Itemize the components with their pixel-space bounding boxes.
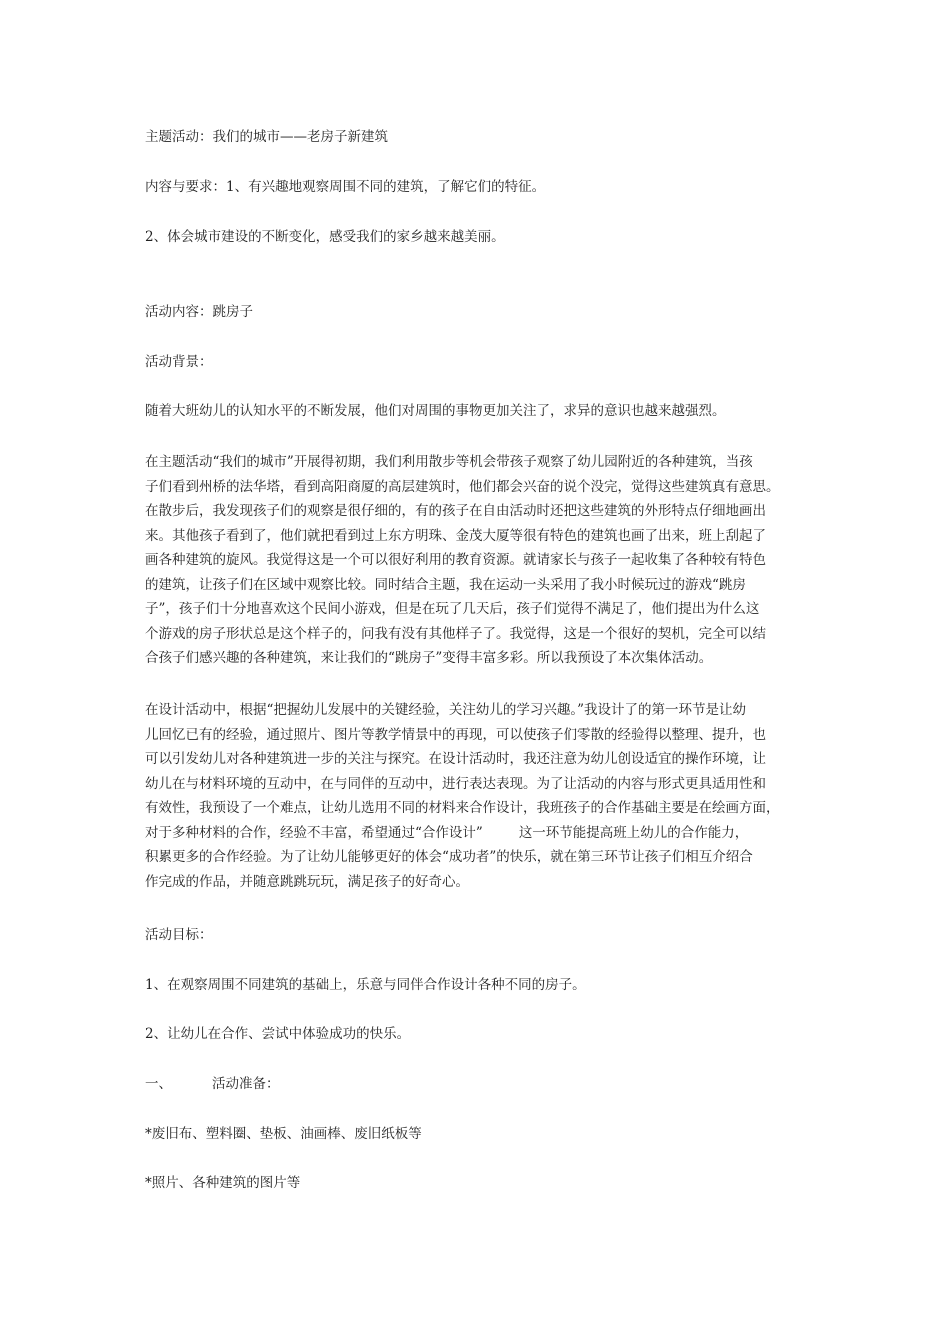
paragraph-line (145, 821, 815, 846)
paragraph-line: 个游戏的房子形状总是这个样子的，问我有没有其他样子了。我觉得，这是一个很好的契机，完全可以结 (145, 625, 766, 642)
paragraph-line: 可以引发幼儿对各种建筑进一步的关注与探究。在设计活动时，我还注意为幼儿创设适宜的操作环境，让 (145, 751, 766, 767)
document-title: 主题活动：我们的城市——老房子新建筑 (145, 129, 388, 145)
paragraph-line: 合孩子们感兴趣的各种建筑，来让我们的“跳房子”变得丰富多彩。所以我预设了本次集体活动。 (145, 650, 713, 666)
background-intro: 随着大班幼儿的认知水平的不断发展，他们对周围的事物更加关注了，求异的意识也越来越强烈。 (145, 403, 726, 419)
paragraph-line: 的建筑，让孩子们在区域中观察比较。同时结合主题，我在运动一头采用了我小时候玩过的游戏“跳房 (145, 576, 746, 593)
paragraph-line: 在散步后，我发现孩子们的观察是很仔细的，有的孩子在自由活动时还把这些建筑的外形特点仔细地画出 (145, 503, 766, 519)
paragraph-line: 画各种建筑的旋风。我觉得这是一个可以很好利用的教育资源。就请家长与孩子一起收集了各种较有特色 (145, 552, 766, 568)
paragraph-line: 作完成的作品，并随意跳跳玩玩，满足孩子的好奇心。 (145, 873, 469, 890)
paragraph-line: 积累更多的合作经验。为了让幼儿能够更好的体会“成功者”的快乐，就在第三环节让孩子们相互介绍合 (145, 849, 753, 865)
preparation-number: 一、 (145, 1076, 172, 1092)
goals-heading: 活动目标： (145, 927, 213, 943)
background-paragraph-1 (145, 450, 815, 671)
paragraph-line: 有效性，我预设了一个难点，让幼儿选用不同的材料来合作设计，我班孩子的合作基础主要是在绘画方面， (145, 800, 780, 816)
preparation-item-1: *废旧布、塑料圈、垫板、油画棒、废旧纸板等 (145, 1126, 422, 1142)
preparation-heading-text: 活动准备： (212, 1076, 280, 1092)
goal-1: 1、在观察周围不同建筑的基础上，乐意与同伴合作设计各种不同的房子。 (145, 977, 586, 993)
paragraph-line-part: 对于多种材料的合作，经验不丰富，希望通过“合作设计” (145, 824, 483, 841)
activity-content: 活动内容：跳房子 (145, 304, 253, 320)
paragraph-line: 来。其他孩子看到了，他们就把看到过上东方明珠、金茂大厦等很有特色的建筑也画了出来，班上刮起了 (145, 527, 766, 544)
paragraph-line: 在主题活动“我们的城市”开展得初期，我们利用散步等机会带孩子观察了幼儿园附近的各种建筑，当孩 (145, 454, 753, 470)
background-heading: 活动背景： (145, 354, 213, 370)
paragraph-line: 子”，孩子们十分地喜欢这个民间小游戏，但是在玩了几天后，孩子们觉得不满足了，他们提出为什么这 (145, 601, 760, 617)
goal-2: 2、让幼儿在合作、尝试中体验成功的快乐。 (145, 1026, 411, 1042)
paragraph-line: 幼儿在与材料环境的互动中，在与同伴的互动中，进行表达表现。为了让活动的内容与形式更具适用性和 (145, 775, 766, 792)
paragraph-line-part: 这一环节能提高班上幼儿的合作能力， (518, 824, 749, 841)
preparation-heading (145, 1074, 280, 1094)
requirements-line-2: 2、体会城市建设的不断变化，感受我们的家乡越来越美丽。 (145, 229, 505, 245)
requirements-line-1: 内容与要求：1、有兴趣地观察周围不同的建筑，了解它们的特征。 (145, 179, 546, 195)
background-paragraph-2 (145, 698, 815, 894)
paragraph-line: 在设计活动中，根据“把握幼儿发展中的关键经验，关注幼儿的学习兴趣。”我设计了的第一环节是让幼 (145, 702, 747, 718)
preparation-item-2: *照片、各种建筑的图片等 (145, 1175, 301, 1191)
paragraph-line: 子们看到州桥的法华塔，看到高阳商厦的高层建筑时，他们都会兴奋的说个没完，觉得这些建筑真有意思。 (145, 478, 780, 495)
paragraph-line: 儿回忆已有的经验，通过照片、图片等教学情景中的再现，可以使孩子们零散的经验得以整理、提升，也 (145, 726, 766, 743)
